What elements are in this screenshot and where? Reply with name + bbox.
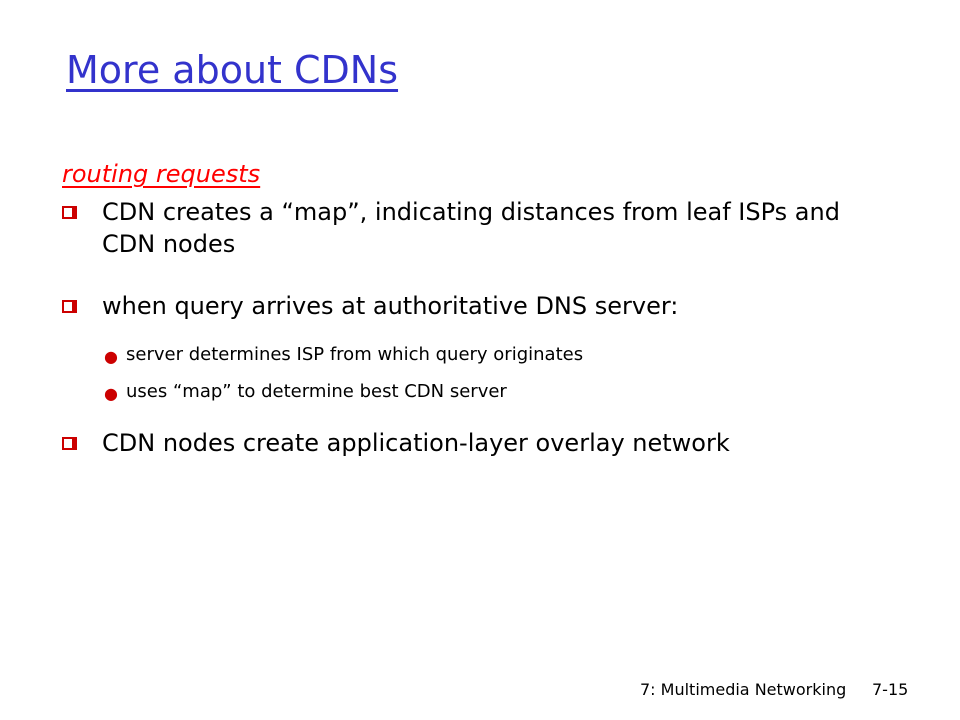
square-bullet-icon	[62, 206, 74, 219]
bullet-item	[62, 427, 842, 459]
bullet-item	[62, 290, 842, 322]
subbullet-item	[104, 378, 864, 406]
square-bullet-icon	[62, 300, 74, 313]
bullet-item	[62, 196, 842, 260]
subbullet-item	[104, 341, 864, 369]
slide-title: More about CDNs	[66, 48, 399, 92]
square-bullet-icon	[62, 437, 74, 450]
bullet-text: CDN nodes create application-layer overlay network	[102, 429, 730, 457]
circle-bullet-icon: ●	[104, 384, 118, 403]
section-heading: routing requests	[62, 160, 261, 188]
circle-bullet-icon: ●	[104, 347, 118, 366]
footer-chapter: 7: Multimedia Networking	[640, 680, 847, 699]
bullet-text: when query arrives at authoritative DNS server:	[102, 292, 679, 320]
bullet-text: CDN creates a “map”, indicating distances from leaf ISPs and CDN nodes	[102, 198, 840, 258]
subbullet-text: server determines ISP from which query originates	[126, 344, 584, 365]
subbullet-text: uses “map” to determine best CDN server	[126, 381, 507, 402]
footer-page-number: 7-15	[872, 680, 909, 699]
